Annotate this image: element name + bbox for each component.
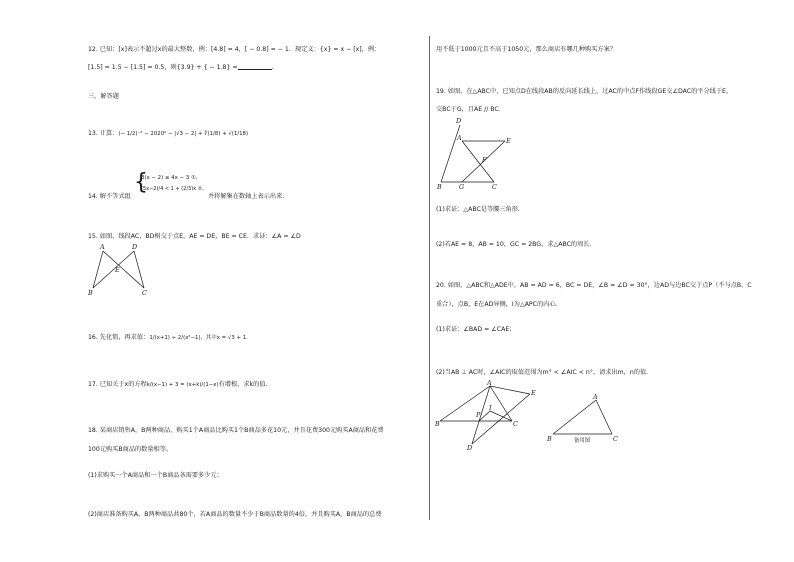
q20-line2: 重合），点B，E在AD异侧，I为△APC的内心． bbox=[436, 301, 562, 308]
q19-figure-svg bbox=[434, 116, 514, 192]
q16 bbox=[88, 334, 252, 342]
q19-label-b: B bbox=[437, 183, 442, 191]
answer-blank[interactable] bbox=[238, 64, 272, 70]
column-divider bbox=[429, 36, 430, 520]
q20-seg-ad bbox=[472, 386, 490, 444]
q13 bbox=[88, 130, 248, 138]
q19-label-a: A bbox=[457, 134, 462, 142]
q17 bbox=[88, 381, 272, 389]
q20-label-i: I bbox=[489, 404, 492, 412]
q18-sub1: (1)求购买一个A商品和一个B商品各需要多少元； bbox=[88, 472, 223, 479]
q20-label-p: P bbox=[476, 411, 481, 419]
q19-figure bbox=[434, 116, 514, 192]
q15-figure bbox=[86, 242, 156, 298]
spare-label-c: C bbox=[613, 435, 618, 443]
q14-suffix: 并将解集在数轴上表示出来. bbox=[208, 193, 285, 200]
q15-label-e: E bbox=[115, 266, 120, 274]
spare-label-a: A bbox=[593, 393, 598, 401]
q18-sub2: (2)商店准备购买A，B两种商品共80个，若A商品的数量不少于B商品数量的4倍，并且购买A，B商品的总费 bbox=[88, 511, 382, 518]
q17-expression: k/(x−1) + 3 = (x+k)/(1−x) bbox=[146, 382, 219, 388]
q15-label-a: A bbox=[100, 243, 105, 251]
q16-text: 16. 先化简，再求值： bbox=[88, 334, 150, 341]
q15-seg-ac bbox=[103, 251, 144, 288]
q16-expression: 1/(x+1) ÷ 2/(x²−1)，其中x = √3 + 1． bbox=[149, 335, 252, 341]
q12-line1: 12. 已知：[x]表示不超过x的最大整数，例：[4.8] = 4，[ − 0.8] = − 1．现定义：{x} = x − [x]，例： bbox=[88, 46, 381, 53]
spare-seg-ab bbox=[553, 400, 596, 434]
q20-figure bbox=[434, 378, 544, 454]
q20-label-a: A bbox=[487, 379, 492, 387]
q15-text: 15. 如图，线段AC，BD相交于点E，AE = DE，BE = CE．求证：∠A = ∠D bbox=[88, 233, 301, 240]
q12-line2-end: ． bbox=[271, 64, 278, 71]
system-brace: { bbox=[134, 170, 148, 195]
q15-label-d: D bbox=[132, 243, 138, 251]
q17-suffix: 有增根，求k的值． bbox=[218, 381, 272, 388]
q13-expression: (− 1/2)⁻² − 2020⁰ − |√3 − 2| + ∛(1/8) + √(1/18) bbox=[118, 131, 249, 137]
q20-figure-svg bbox=[434, 378, 544, 454]
q20-label-c: C bbox=[513, 420, 518, 428]
q19-label-e: E bbox=[506, 137, 511, 145]
q15-label-c: C bbox=[142, 289, 147, 297]
q20-seg-ae bbox=[490, 386, 530, 394]
q20-sub2: (2)当AB ⊥ AC时，∠AIC的取值范围为m° < ∠AIC < n°，请求出m，n的值． bbox=[436, 369, 653, 376]
q19-line1: 19. 如图，在△ABC中，已知点D在线段AB的反向延长线上，过AC的中点F作线段GE交∠DAC的平分线于E， bbox=[436, 88, 733, 95]
q15-figure-svg bbox=[86, 242, 156, 298]
q19-label-d: D bbox=[456, 117, 462, 125]
q18-continued: 用不低于1000元且不高于1050元，那么商店有哪几种购买方案？ bbox=[436, 46, 616, 53]
q19-label-f: F bbox=[482, 156, 487, 164]
q14-row1: 3(x − 2) ≤ 4x − 3 ①, bbox=[141, 175, 198, 181]
q12-line2-text: [1.5] = 1.5 − [1.5] = 0.5，则{3.9} + { − 1.8} = bbox=[88, 64, 238, 71]
spare-label-b: B bbox=[547, 435, 552, 443]
q15-label-b: B bbox=[88, 289, 93, 297]
q19-line2: 交BC于G，且AE // BC． bbox=[436, 106, 505, 113]
q20-seg-ab bbox=[440, 386, 490, 421]
q19-sub1: (1)求证：△ABC是等腰三角形． bbox=[436, 206, 525, 213]
q12-line2 bbox=[88, 64, 278, 72]
q19-seg-ac bbox=[462, 141, 494, 182]
q19-label-g: G bbox=[459, 183, 465, 191]
q20-sub1: (1)求证：∠BAD = ∠CAE； bbox=[436, 326, 516, 333]
q17-text: 17. 已知关于x的方程 bbox=[88, 381, 147, 388]
section-heading: 三、解答题 bbox=[88, 93, 119, 100]
q15-seg-db bbox=[93, 251, 134, 288]
q14-prefix: 14. 解不等式组 bbox=[88, 193, 131, 200]
q19-label-c: C bbox=[492, 183, 497, 191]
q15-seg-dc bbox=[134, 251, 144, 288]
q18-line2: 100元购买B商品的数量相等。 bbox=[88, 446, 173, 453]
q20-label-b: B bbox=[435, 420, 440, 428]
spare-figure-caption: 备用图 bbox=[574, 438, 591, 444]
q18-line1: 18. 某商店销售A，B两种商品，购买1个A商品比购买1个B商品多花10元，并且花费300元购买A商品和花费 bbox=[88, 427, 384, 434]
q20-line1: 20. 如图，△ABC和△ADE中，AB = AD = 6，BC = DE，∠B = ∠D = 30°，边AD与边BC交于点P（不与点B，C bbox=[436, 282, 752, 289]
spare-seg-ac bbox=[596, 400, 612, 434]
q19-sub2: (2)若AE = 8，AB = 10，GC = 2BG，求△ABC的周长． bbox=[436, 241, 596, 248]
q20-label-d: D bbox=[467, 444, 473, 452]
q13-prefix: 13. 计算： bbox=[88, 130, 119, 137]
q20-label-e: E bbox=[531, 389, 536, 397]
q15-seg-ab bbox=[93, 251, 103, 288]
q14-row2: (5x−2)/4 < 1 + (2/3)x ②, bbox=[141, 186, 204, 192]
